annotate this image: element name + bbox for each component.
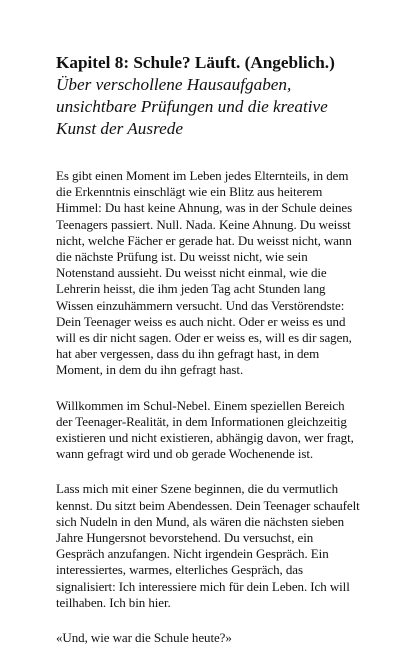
paragraph-2: Willkommen im Schul-Nebel. Einem speziellen Bereich der Teenager-Realität, in dem Informationen gleichzeitig existieren und nicht existieren, abhängig davon, wer fragt, wann gefragt wird und ob gerade Wochenende ist.: [56, 397, 354, 462]
chapter-title: Kapitel 8: Schule? Läuft. (Angeblich.): [56, 53, 335, 72]
paragraph-4: «Und, wie war die Schule heute?»: [56, 630, 232, 646]
book-page: [56, 52, 362, 665]
chapter-heading: [56, 52, 362, 140]
chapter-subtitle: Über verschollene Hausaufgaben, unsichtbare Prüfungen und die kreative Kunst der Ausrede: [56, 75, 328, 138]
chapter-body: [56, 168, 362, 646]
paragraph-1: Es gibt einen Moment im Leben jedes Elternteils, in dem die Erkenntnis einschlägt wie ein Blitz aus heiterem Himmel: Du hast keine Ahnung, was in der Schule deines Teenagers passiert. Null. Nada. Keine Ahnung. Du weisst nicht, welche Fächer er gerade hat. Du weisst nicht, wann die nächste Prüfung ist. Du weisst nicht, wie sein Notenstand aussieht. Du weisst nicht einmal, wie die Lehrerin heisst, die ihm jeden Tag acht Stunden lang Wissen einzuhämmern versucht. Und das Verstörendste: Dein Teenager weiss es auch nicht. Oder er weiss es und will es dir nicht sagen. Oder er weiss es, will es dir sagen, hat aber vergessen, dass du ihn gefragt hast, in dem Moment, in dem du ihn gefragt hast.: [56, 168, 353, 378]
paragraph-3: Lass mich mit einer Szene beginnen, die du vermutlich kennst. Du sitzt beim Abendessen. Dein Teenager schaufelt sich Nudeln in den Mund, als wären die nächsten sieben Jahre Hungersnot bevorstehend. Du versuchst, ein Gespräch anzufangen. Nicht irgendein Gespräch. Ein interessiertes, warmes, elterliches Gespräch, das signalisiert: Ich interessiere mich für dein Leben. Ich will teilhaben. Ich bin hier.: [56, 481, 360, 610]
